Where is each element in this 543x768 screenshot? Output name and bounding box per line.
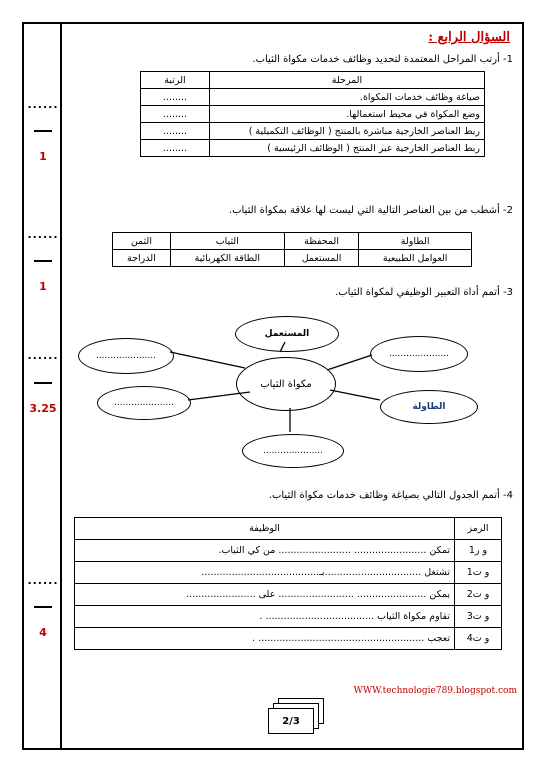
q1-rank-input[interactable]: ........	[141, 89, 210, 106]
margin-score-2: 1	[39, 280, 47, 293]
table-row	[75, 540, 502, 562]
page-number: 2/3	[268, 708, 314, 734]
q3-center-ellipse: مكواة الثياب	[236, 357, 336, 411]
q1-stage: ربط العناصر الخارجية مباشرة بالمنتج ( الوظائف التكميلية )	[210, 123, 485, 140]
q4-function-input[interactable]: يمكن ....................... ......................... على .......................	[75, 584, 455, 606]
margin-score-1: 1	[39, 150, 47, 163]
q1-stage: صياغة وظائف خدمات المكواة.	[210, 89, 485, 106]
q2-prompt: 2- أشطب من بين العناصر التالية التي ليست لها علاقة بمكواة الثياب.	[228, 205, 513, 216]
q2-cell[interactable]: الطاولة	[359, 233, 472, 250]
q4-symbol: و ر1	[455, 540, 502, 562]
q2-cell[interactable]: المحفظة	[284, 233, 359, 250]
q3-table-ellipse: الطاولة	[380, 390, 478, 424]
table-row	[75, 562, 502, 584]
question-title: السؤال الرابع :	[428, 30, 510, 45]
q3-user-ellipse: المستعمل	[235, 316, 339, 352]
q1-stage: وضع المكواة في محيط استعمالها.	[210, 106, 485, 123]
table-row	[75, 518, 502, 540]
q1-stage: ربط العناصر الخارجية عبر المنتج ( الوظائف الرئيسية )	[210, 140, 485, 157]
q2-cell[interactable]: الدراجة	[113, 250, 171, 267]
q4-function-input[interactable]: تقاوم مكواة الثياب .................................... .	[75, 606, 455, 628]
q4-function-input[interactable]: تعجب ....................................................... .	[75, 628, 455, 650]
q2-cell[interactable]: الثمن	[113, 233, 171, 250]
q1-rank-input[interactable]: ........	[141, 106, 210, 123]
q1-rank-input[interactable]: ........	[141, 123, 210, 140]
table-row	[75, 606, 502, 628]
q2-cell[interactable]: الثياب	[170, 233, 284, 250]
footer-link[interactable]: WWW.technologie789.blogspot.com	[353, 686, 517, 696]
q2-cell[interactable]: المستعمل	[284, 250, 359, 267]
q1-prompt: 1- أرتب المراحل المعتمدة لتحديد وظائف خدمات مكواة الثياب.	[252, 54, 513, 65]
q4-header-function: الوظيفة	[75, 518, 455, 540]
q4-symbol: و ت4	[455, 628, 502, 650]
margin-score-3: 3.25	[29, 402, 57, 415]
q3-blank-ellipse[interactable]: .....................	[78, 338, 174, 374]
q1-header-rank: الرتبة	[141, 72, 210, 89]
table-row	[75, 584, 502, 606]
q4-function-input[interactable]: تمكن ........................ ........................ من كي الثياب.	[75, 540, 455, 562]
q3-prompt: 3- أتمم أداة التعبير الوظيفي لمكواة الثياب.	[335, 287, 513, 298]
margin-dots-4: ......	[27, 574, 59, 587]
q4-header-symbol: الرمز	[455, 518, 502, 540]
margin-score-4: 4	[39, 626, 47, 639]
q4-table	[74, 517, 502, 650]
q4-prompt: 4- أتمم الجدول التالي بصياغة وظائف خدمات مكواة الثياب.	[268, 490, 513, 501]
q4-symbol: و ت2	[455, 584, 502, 606]
margin-dots-1: ......	[27, 98, 59, 111]
table-row	[75, 628, 502, 650]
q4-symbol: و ت3	[455, 606, 502, 628]
q4-function-input[interactable]: تشتغل ................................بـ.......................................	[75, 562, 455, 584]
q1-rank-input[interactable]: ........	[141, 140, 210, 157]
q2-cell[interactable]: الطاقة الكهربائية	[170, 250, 284, 267]
q2-cell[interactable]: العوامل الطبيعية	[359, 250, 472, 267]
q4-symbol: و ت1	[455, 562, 502, 584]
q3-blank-ellipse[interactable]: .....................	[370, 336, 468, 372]
q3-blank-ellipse[interactable]: .....................	[242, 434, 344, 468]
q3-blank-ellipse[interactable]: .....................	[97, 386, 191, 420]
margin-dots-3: ......	[27, 349, 59, 362]
q1-header-stage: المرحلة	[210, 72, 485, 89]
margin-dots-2: ......	[27, 228, 59, 241]
